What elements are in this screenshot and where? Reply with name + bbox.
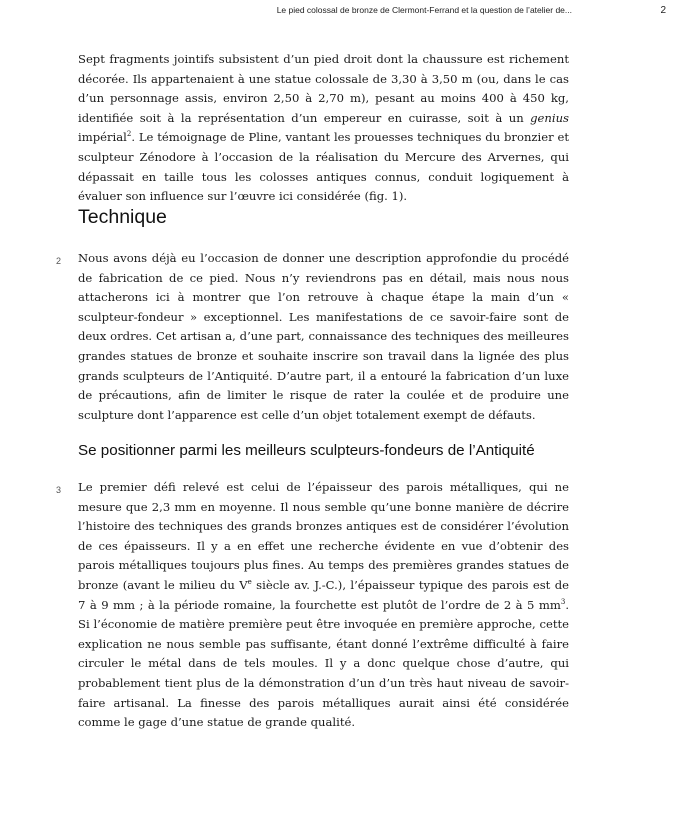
genius-term: genius <box>530 110 569 125</box>
paragraph-3-text-c: . Si l’économie de matière première peut être invoquée en première approche, cette explication ne nous semble pas suffisante, étant donné l’extrême difficulté à faire circuler le métal dans de tels moules. Il y a donc quelque chose d’autre, qui probablement tient plus de la démonstration d’un d’un très haut niveau de savoir-faire artisanal. La finesse des parois métalliques aurait ainsi été considérée comme le gage d’une statue de grande qualité. <box>78 597 569 730</box>
page-number: 2 <box>660 5 666 16</box>
century-superscript: e <box>247 578 252 587</box>
running-title: Le pied colossal de bronze de Clermont-Ferrand et la question de l’atelier de... <box>276 5 572 15</box>
subsection-title: Se positionner parmi les meilleurs sculpteurs-fondeurs de l’Antiquité <box>78 442 535 459</box>
paragraph-3 <box>78 478 569 733</box>
paragraph-2: Nous avons déjà eu l’occasion de donner une description approfondie du procédé de fabrication de ce pied. Nous n’y reviendrons pas en détail, mais nous nous attacherons ici à montrer que l’on retrouve à chaque étape la main d’un « sculpteur-fondeur » exceptionnel. Les manifestations de ce savoir-faire sont de deux ordres. Cet artisan a, d’une part, connaissance des techniques des meilleures grandes statues de bronze et souhaite inscrire son travail dans la lignée des plus grands sculpteurs de l’Antiquité. D’autre part, il a entouré la fabrication d’un luxe de précautions, afin de limiter le risque de rater la coulée et de produire une sculpture dont l’apparence est celle d’un objet totalement exempt de défauts. <box>78 251 569 422</box>
footnote-ref-3[interactable]: 3 <box>560 597 566 606</box>
section-title: Technique <box>78 206 167 228</box>
paragraph-1-text-b: impérial <box>78 130 127 145</box>
paragraph-number-3: 3 <box>56 485 62 495</box>
footnote-ref-2[interactable]: 2 <box>126 130 132 139</box>
paragraph-3-text-a: Le premier défi relevé est celui de l’épaisseur des parois métalliques, qui ne mesure que 2,3 mm en moyenne. Il nous semble qu’une bonne manière de décrire l’histoire des techniques des grands bronzes antiques est de considérer l’évolution de ces épaisseurs. Il y a en effet une recherche évidente en vue d’obtenir des parois métalliques toujours plus fines. Au temps des premières grandes statues de bronze (avant le milieu du V <box>78 480 569 592</box>
paragraph-1-text-a: Sept fragments jointifs subsistent d’un pied droit dont la chaussure est richement décorée. Ils appartenaient à une statue colossale de 3,30 à 3,50 m (ou, dans le cas d’un personnage assis, environ 2,50 à 2,70 m), pesant au moins 400 à 450 kg, identifiée soit à la représentation d’un empereur en cuirasse, soit à un <box>78 52 569 125</box>
running-header <box>0 5 694 19</box>
paragraph-1-text-c: . Le témoignage de Pline, vantant les prouesses techniques du bronzier et sculpteur Zénodore à l’occasion de la réalisation du Mercure des Arvernes, qui dépassait en taille tous les colosses antiques connus, conduit logiquement à évaluer son influence sur l’œuvre ici considérée (fig. 1). <box>78 130 569 204</box>
paragraph-number-2: 2 <box>56 256 62 266</box>
paragraph-3-text-b: siècle av. J.-C.), l’épaisseur typique des parois est de 7 à 9 mm ; à la période romaine, la fourchette est plutôt de l’ordre de 2 à 5 mm <box>78 577 570 612</box>
paragraph-1 <box>78 50 569 207</box>
